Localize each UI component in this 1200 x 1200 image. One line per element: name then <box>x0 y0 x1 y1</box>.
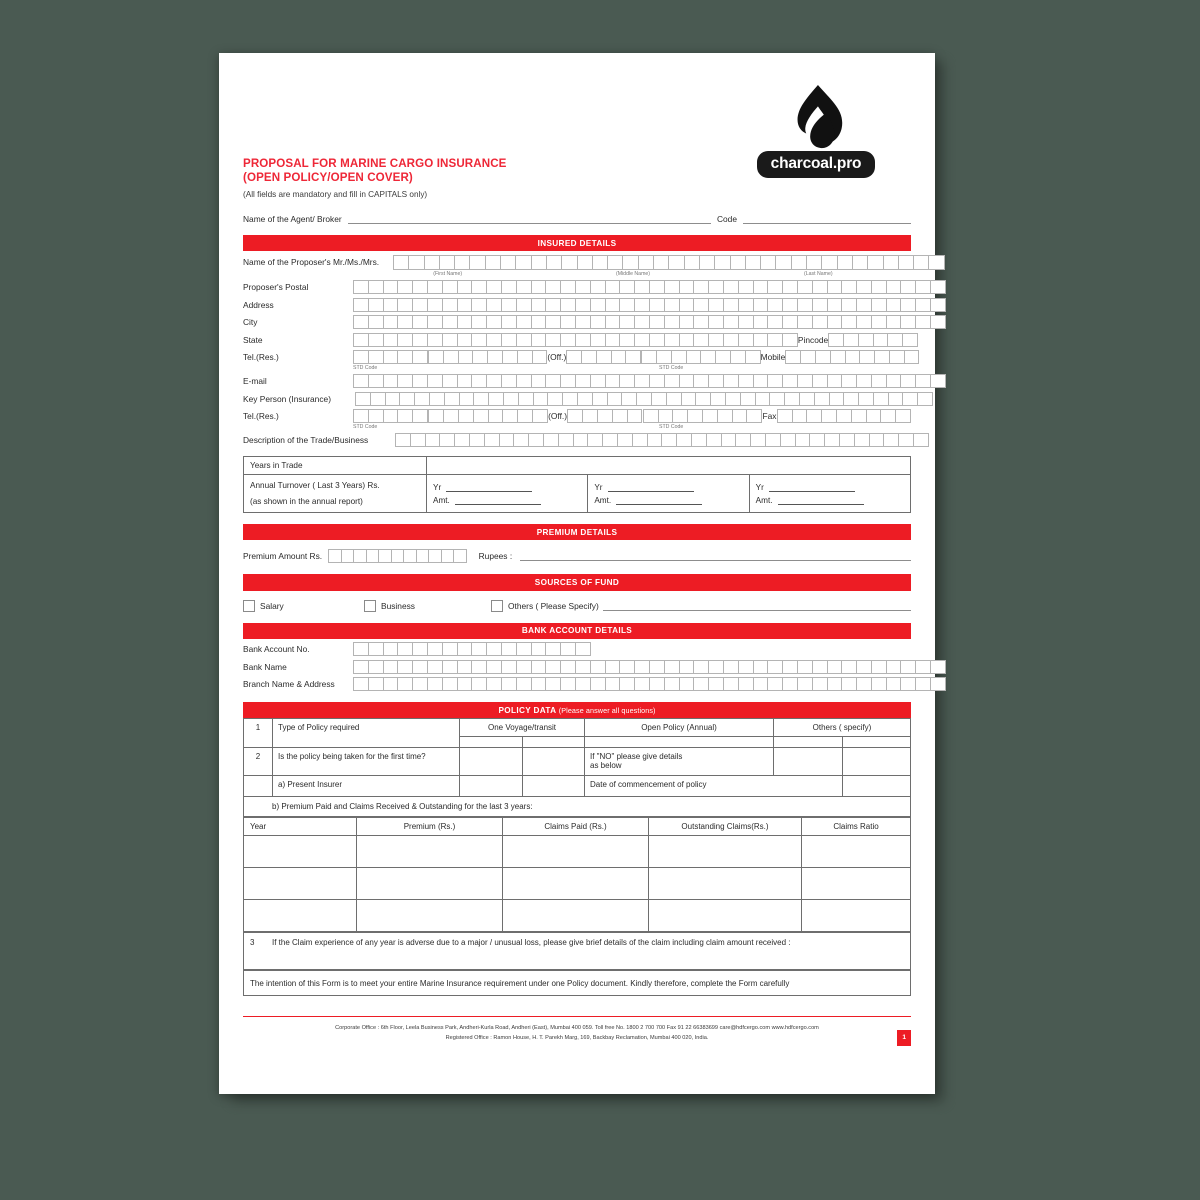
turnover-amt-1[interactable] <box>433 495 581 505</box>
proposer-name-input[interactable] <box>393 255 945 270</box>
annual-turnover-row <box>244 475 911 513</box>
policy-data-table <box>243 718 911 797</box>
city-row <box>243 315 911 329</box>
key-person-row <box>243 392 911 406</box>
sources-of-fund-options <box>243 600 911 612</box>
label-business: Business <box>381 600 415 611</box>
q2b-row <box>244 797 911 817</box>
label-salary: Salary <box>260 600 284 611</box>
proposer-name-label: Name of the Proposer's Mr./Ms./Mrs. <box>243 257 380 268</box>
name-captions <box>355 271 911 277</box>
tel-off-label: (Off.) <box>547 352 567 363</box>
q2a-answer-cell-1[interactable] <box>460 776 523 797</box>
brand-logo <box>737 83 895 178</box>
q1-label: Type of Policy required <box>273 719 460 748</box>
email-label: E-mail <box>243 376 267 387</box>
bank-name-input[interactable] <box>353 660 946 674</box>
policy-data-title: POLICY DATA <box>498 705 557 715</box>
q2b-label <box>244 797 911 817</box>
q2-number: 2 <box>244 748 273 776</box>
postal-address-input-2[interactable] <box>353 298 946 312</box>
checkbox-others[interactable] <box>491 600 503 612</box>
q2-answer-cell-3[interactable] <box>774 748 843 776</box>
q1-option-one-voyage: One Voyage/transit <box>460 719 585 737</box>
claims-header-row <box>244 818 911 836</box>
q3-table <box>243 932 911 970</box>
annual-turnover-label-1: Annual Turnover ( Last 3 Years) Rs. <box>250 481 380 491</box>
postal-address-label-2: Address <box>243 299 274 310</box>
rupees-input[interactable] <box>520 551 911 561</box>
key-tel-res-label: Tel.(Res.) <box>243 411 279 422</box>
turnover-yr-3[interactable] <box>756 482 904 492</box>
agent-input[interactable] <box>348 214 711 224</box>
form-content <box>243 71 911 1044</box>
claims-table-row <box>244 900 911 932</box>
title-line-1: PROPOSAL FOR MARINE CARGO INSURANCE <box>243 157 507 170</box>
key-person-input[interactable] <box>355 392 933 406</box>
q1-answer-cell-3[interactable] <box>585 737 774 748</box>
q2-note <box>585 748 774 776</box>
section-policy-data <box>243 702 911 718</box>
code-label: Code <box>716 214 737 225</box>
tel-off-number-input[interactable] <box>641 350 760 364</box>
tel-res-std-input[interactable] <box>353 350 428 364</box>
state-label: State <box>243 334 263 345</box>
tel-res-row <box>243 350 911 364</box>
premium-amount-label: Premium Amount Rs. <box>243 551 323 562</box>
key-tel-off-std-input[interactable] <box>567 409 642 423</box>
q1-answer-cell-5[interactable] <box>842 737 911 748</box>
section-insured-details: INSURED DETAILS <box>243 235 911 251</box>
others-specify-input[interactable] <box>603 601 911 611</box>
email-input[interactable] <box>353 374 946 388</box>
tel-res-label: Tel.(Res.) <box>243 352 279 363</box>
annual-turnover-label-2: (as shown in the annual report) <box>250 497 363 507</box>
bank-account-no-row <box>243 642 911 656</box>
q3-row <box>244 933 911 970</box>
std-captions-2 <box>243 424 911 430</box>
form-subtitle: (All fields are mandatory and fill in CAPITALS only) <box>243 190 428 200</box>
q1-answer-cell-2[interactable] <box>522 737 585 748</box>
claims-cell-outstanding[interactable] <box>649 836 802 868</box>
claims-col-premium: Premium (Rs.) <box>357 818 503 836</box>
last-name-caption: (Last Name) <box>804 270 833 277</box>
claims-cell-ratio[interactable] <box>802 836 911 868</box>
first-name-caption: (First Name) <box>433 270 463 277</box>
trade-description-input[interactable] <box>395 433 929 447</box>
agent-label: Name of the Agent/ Broker <box>243 214 342 225</box>
claims-cell-paid[interactable] <box>503 836 649 868</box>
pincode-label: Pincode <box>797 334 829 345</box>
closing-note-table <box>243 970 911 996</box>
q1-answer-cell-1[interactable] <box>460 737 523 748</box>
postal-address-row-2 <box>243 298 911 312</box>
q1-answer-cell-4[interactable] <box>774 737 843 748</box>
claims-cell-year[interactable] <box>244 868 357 900</box>
middle-name-caption: (Middle Name) <box>615 270 650 277</box>
claims-col-claims-paid: Claims Paid (Rs.) <box>503 818 649 836</box>
trade-description-label: Description of the Trade/Business <box>243 435 369 446</box>
label-others: Others ( Please Specify) <box>508 600 599 611</box>
q2-note-line-2: as below <box>590 761 622 771</box>
fax-label: Fax <box>762 411 777 422</box>
state-row <box>243 333 911 347</box>
claims-cell-paid[interactable] <box>503 900 649 932</box>
postal-address-row-1 <box>243 280 911 294</box>
claims-col-year: Year <box>244 818 357 836</box>
tel-res-number-input[interactable] <box>428 350 547 364</box>
checkbox-business[interactable] <box>364 600 376 612</box>
page-number-badge: 1 <box>897 1030 911 1046</box>
claims-cell-premium[interactable] <box>357 836 503 868</box>
branch-name-row <box>243 677 911 691</box>
q2a-label: a) Present Insurer <box>273 776 460 797</box>
turnover-yr-2[interactable] <box>594 482 742 492</box>
years-in-trade-value[interactable] <box>427 457 911 475</box>
q1-option-others: Others ( specify) <box>774 719 911 737</box>
claims-cell-premium[interactable] <box>357 868 503 900</box>
email-row <box>243 374 911 388</box>
checkbox-salary[interactable] <box>243 600 255 612</box>
flame-icon <box>737 83 895 151</box>
claims-history-table <box>243 817 911 932</box>
section-sources-of-fund: SOURCES OF FUND <box>243 574 911 590</box>
turnover-yr-1[interactable] <box>433 482 581 492</box>
bank-account-no-input[interactable] <box>353 642 591 656</box>
postal-address-label-1: Proposer's Postal <box>243 282 309 293</box>
code-input[interactable] <box>743 214 911 224</box>
turnover-amt-2[interactable] <box>594 495 742 505</box>
footer <box>243 1024 911 1044</box>
q2-note-line-1: If "NO" please give details <box>590 752 683 762</box>
branch-name-input[interactable] <box>353 677 946 691</box>
claims-col-outstanding: Outstanding Claims(Rs.) <box>649 818 802 836</box>
q2b-text: b) Premium Paid and Claims Received & Outstanding for the last 3 years: <box>272 802 533 812</box>
key-tel-res-std-input[interactable] <box>353 409 428 423</box>
amt-label-3: Amt. <box>755 496 773 506</box>
q1-option-open-policy: Open Policy (Annual) <box>585 719 774 737</box>
key-tel-res-number-input[interactable] <box>428 409 547 423</box>
bank-name-row <box>243 660 911 674</box>
q3-number: 3 <box>250 938 255 948</box>
city-input[interactable] <box>353 315 946 329</box>
footer-corporate-office: Corporate Office : 6th Floor, Leela Business Park, Andheri-Kurla Road, Andheri (East), Mumbai 400 059. Toll free No. 1800 2 700 700 Fax 91 22 66383699 care@hdfcergo.com www.hdfcergo.com <box>335 1025 819 1032</box>
premium-amount-row <box>243 549 911 563</box>
turnover-amt-3[interactable] <box>756 495 904 505</box>
turnover-col-1 <box>427 475 588 513</box>
key-tel-res-row <box>243 409 911 423</box>
claims-cell-outstanding[interactable] <box>649 900 802 932</box>
q2a-answer-cell-2[interactable] <box>522 776 585 797</box>
claims-cell-premium[interactable] <box>357 900 503 932</box>
section-premium-details: PREMIUM DETAILS <box>243 524 911 540</box>
proposer-name-row <box>243 255 911 270</box>
turnover-col-3 <box>749 475 910 513</box>
agent-row <box>243 214 911 224</box>
annual-turnover-label <box>244 475 427 513</box>
bank-account-no-label: Bank Account No. <box>243 644 310 655</box>
std-captions-1 <box>243 365 911 371</box>
std-code-caption-off: STD Code <box>659 364 684 371</box>
key-tel-off-label: (Off.) <box>548 411 568 422</box>
closing-note-row <box>244 971 911 996</box>
q2-row <box>244 748 911 776</box>
q2b-table <box>243 797 911 817</box>
q2a-row <box>244 776 911 797</box>
title-line-2: (OPEN POLICY/OPEN COVER) <box>243 171 413 185</box>
section-bank-account-details: BANK ACCOUNT DETAILS <box>243 623 911 639</box>
std-code-caption-key-off: STD Code <box>659 423 684 430</box>
amt-label-2: Amt. <box>594 496 612 506</box>
closing-note: The intention of this Form is to meet your entire Marine Insurance requirement under one Policy document. Kindly therefore, complete the Form carefully <box>244 971 911 996</box>
q1-number: 1 <box>244 719 273 748</box>
q1-row <box>244 719 911 737</box>
std-code-caption-res: STD Code <box>353 364 378 371</box>
key-tel-off-number-input[interactable] <box>643 409 762 423</box>
form-page <box>219 53 935 1094</box>
claims-cell-year[interactable] <box>244 900 357 932</box>
q2-answer-cell-1[interactable] <box>460 748 523 776</box>
postal-address-input-1[interactable] <box>353 280 946 294</box>
years-in-trade-row <box>244 457 911 475</box>
state-input[interactable] <box>353 333 798 347</box>
q2a-right-label: Date of commencement of policy <box>585 776 843 797</box>
claims-cell-outstanding[interactable] <box>649 868 802 900</box>
footer-divider <box>243 1016 911 1017</box>
policy-data-subtitle: (Please answer all questions) <box>558 705 656 715</box>
rupees-label: Rupees : <box>478 551 513 562</box>
city-label: City <box>243 317 258 328</box>
q2-answer-cell-2[interactable] <box>522 748 585 776</box>
claims-cell-year[interactable] <box>244 836 357 868</box>
q2-answer-cell-4[interactable] <box>842 748 911 776</box>
yr-label-3: Yr <box>755 483 764 493</box>
claims-table-row <box>244 836 911 868</box>
branch-name-label: Branch Name & Address <box>243 679 335 690</box>
q2a-answer-cell-3[interactable] <box>842 776 911 797</box>
fax-input[interactable] <box>777 409 911 423</box>
claims-cell-paid[interactable] <box>503 868 649 900</box>
std-code-caption-key-res: STD Code <box>353 423 378 430</box>
bank-name-label: Bank Name <box>243 661 287 672</box>
amt-label-1: Amt. <box>433 496 450 506</box>
tel-off-std-input[interactable] <box>566 350 641 364</box>
q2a-number <box>244 776 273 797</box>
pincode-input[interactable] <box>828 333 918 347</box>
claims-cell-ratio[interactable] <box>802 868 911 900</box>
years-in-trade-label: Years in Trade <box>244 457 427 475</box>
q3-label: If the Claim experience of any year is adverse due to a major / unusual loss, please give brief details of the claim including claim amount received : <box>272 938 791 948</box>
years-in-trade-table <box>243 456 911 513</box>
mobile-label: Mobile <box>760 352 786 363</box>
premium-amount-input[interactable] <box>328 549 467 563</box>
claims-cell-ratio[interactable] <box>802 900 911 932</box>
yr-label-1: Yr <box>433 483 442 493</box>
turnover-col-2 <box>588 475 749 513</box>
key-person-label: Key Person (Insurance) <box>243 393 331 404</box>
q2-label: Is the policy being taken for the first time? <box>273 748 460 776</box>
yr-label-2: Yr <box>594 483 603 493</box>
footer-registered-office: Registered Office : Ramon House, H. T. Parekh Marg, 169, Backbay Reclamation, Mumbai 400 020, India. <box>445 1035 709 1042</box>
logo-wordmark: charcoal.pro <box>757 151 876 178</box>
claims-table-row <box>244 868 911 900</box>
trade-description-row <box>243 433 911 447</box>
claims-col-ratio: Claims Ratio <box>802 818 911 836</box>
q3-cell[interactable] <box>244 933 911 970</box>
mobile-input[interactable] <box>785 350 919 364</box>
